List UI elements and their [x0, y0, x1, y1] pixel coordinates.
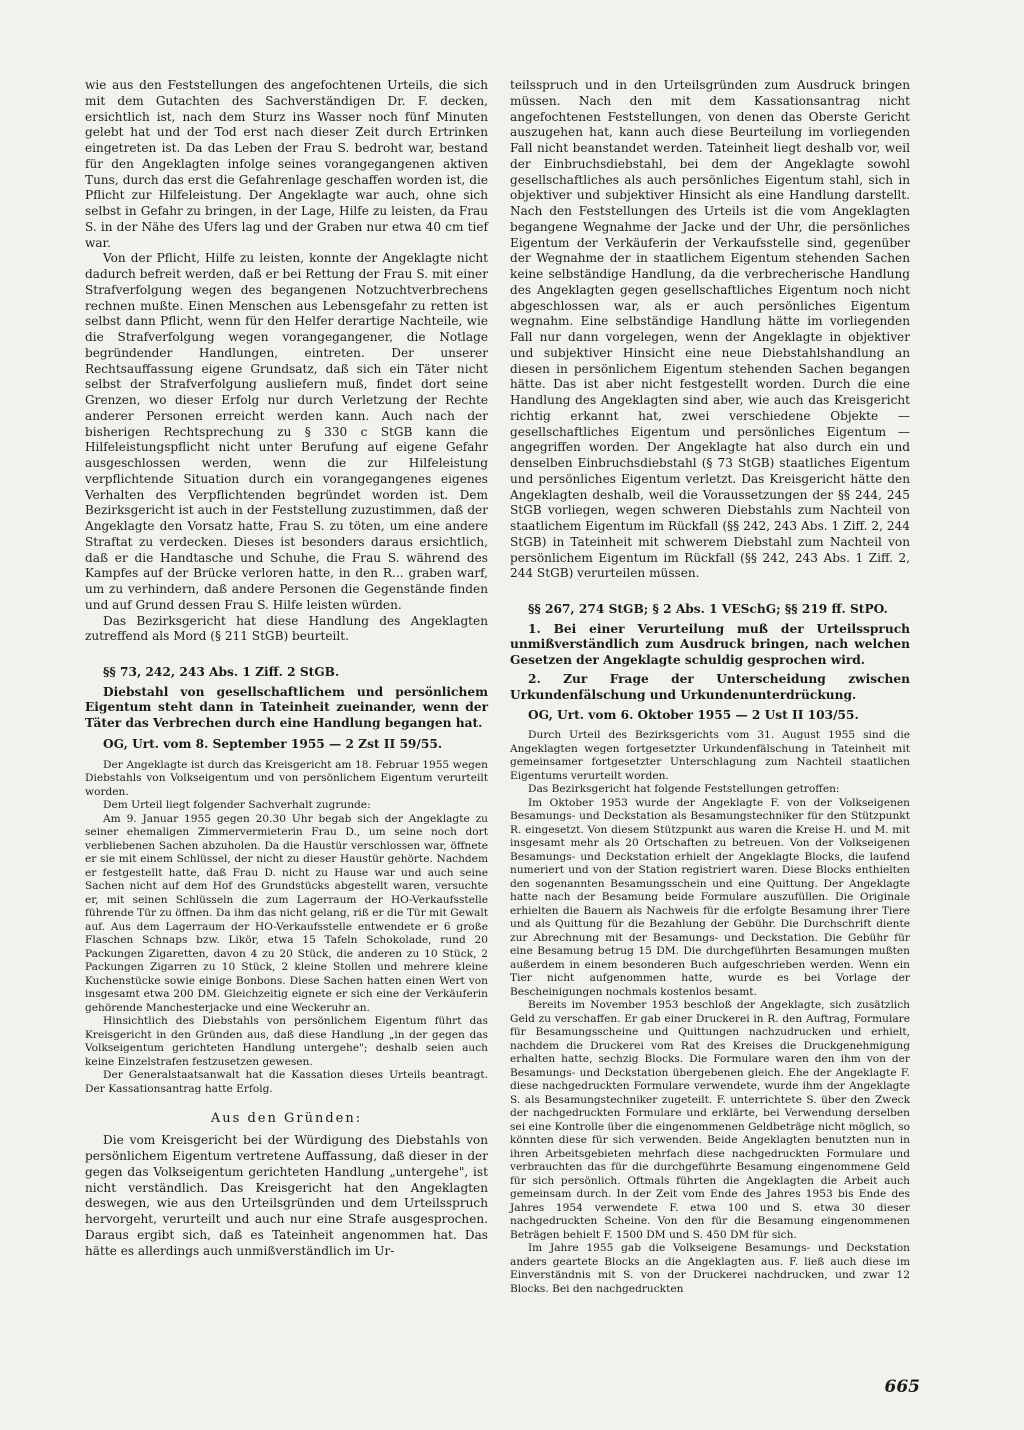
page-number: 665 — [884, 1377, 920, 1397]
case-law-reference: §§ 73, 242, 243 Abs. 1 Ziff. 2 StGB. — [103, 665, 340, 679]
paragraph: teilsspruch und in den Urteilsgründen zum Ausdruck bringen müssen. Nach den mit dem Kassationsantrag nicht angefochtenen Feststellungen, von denen das Oberste Gericht auszugehen hat, kann auch diese Beurteilung im vorliegenden Fall nicht beanstandet werden. Tateinheit liegt deshalb vor, weil der Einbruchsdiebstahl, bei dem der Angeklagte sowohl gesellschaftliches als auch persönliches Eigentum stahl, sich in objektiver und subjektiver Hinsicht als eine Handlung darstellt. Nach den Feststellungen des Urteils ist die vom Angeklagten begangene Wegnahme der Jacke und der Uhr, die persönliches Eigentum der Verkäuferin der Verkaufsstelle sind, gegenüber der Wegnahme der in staatlichem Eigentum stehenden Sachen keine selbständige Handlung, da die verbrecherische Handlung des Angeklagten gegen gesellschaftliches Eigentum noch nicht abgeschlossen war, als er auch persönliches Eigentum wegnahm. Eine selbständige Handlung hätte im vorliegenden Fall nur dann vorgelegen, wenn der Angeklagte in objektiver und subjektiver Hinsicht eine neue Diebstahlshandlung an diesen in persönlichem Eigentum stehenden Sachen begangen hätte. Das ist aber nicht festgestellt worden. Durch die eine Handlung des Angeklagten sind aber, wie auch das Kreisgericht richtig erkannt hat, zwei verschiedene Objekte — gesellschaftliches Eigentum und persönliches Eigentum — angegriffen worden. Der Angeklagte hat also durch ein und denselben Einbruchsdiebstahl (§ 73 StGB) staatliches Eigentum und persönliches Eigentum verletzt. Das Kreisgericht hätte den Angeklagten deshalb, weil die Voraussetzungen der §§ 244, 245 StGB vorliegen, wegen schweren Diebstahls zum Nachteil von staatlichem Eigentum im Rückfall (§§ 242, 243 Abs. 1 Ziff. 2, 244 StGB) in Tateinheit mit schwerem Diebstahl zum Nachteil von persönlichem Eigentum im Rückfall (§§ 242, 243 Abs. 1 Ziff. 2, 244 StGB) verurteilen müssen. — [510, 78, 910, 581]
paragraph: Die vom Kreisgericht bei der Würdigung des Diebstahls von persönlichem Eigentum vertretene Auffassung, daß dieser in der gegen das Volkseigentum gerichteten Handlung „untergehe", ist nicht verständlich. Das Kreisgericht hat den Angeklagten deswegen, wie aus den Urteilsgründen und dem Urteilsspruch hervorgeht, verurteilt und auch nur eine Strafe ausgesprochen. Daraus ergibt sich, daß es Tateinheit angenommen hat. Das hätte es allerdings auch unmißverständlich im Ur- — [85, 1133, 488, 1258]
headnote: 1. Bei einer Verurteilung muß der Urteilsspruch unmißverständlich zum Ausdruck bringen, nach welchen Gesetzen der Angeklagte schuldig gesprochen wird. — [510, 621, 910, 667]
facts-paragraph: Durch Urteil des Bezirksgerichts vom 31. August 1955 sind die Angeklagten wegen fortgesetzter Urkundenfälschung in Tateinheit mit gemeinsamer fortgesetzter Unterschlagung zum Nachteil staatlichen Eigentums verurteilt worden. — [510, 729, 910, 782]
facts-paragraph: Hinsichtlich des Diebstahls von persönlichem Eigentum führt das Kreisgericht in den Gründen aus, daß diese Handlung „in der gegen das Volkseigentum gerichteten Handlung untergehe"; deshalb seien auch keine Einzelstrafen festzusetzen gewesen. — [85, 1015, 488, 1068]
headnote: 2. Zur Frage der Unterscheidung zwischen Urkundenfälschung und Urkundenunterdrückung. — [510, 672, 910, 702]
paragraph: Von der Pflicht, Hilfe zu leisten, konnte der Angeklagte nicht dadurch befreit werden, daß er bei Rettung der Frau S. mit einer Strafverfolgung wegen des begangenen Notzuchtverbrechens rechnen mußte. Einen Menschen aus Lebensgefahr zu retten ist selbst dann Pflicht, wenn für den Helfer derartige Nachteile, wie die Strafverfolgung wegen vorangegangener, die Notlage begründender Handlungen, eintreten. Der unserer Rechtsauffassung eigene Grundsatz, daß sich ein Täter nicht selbst der Strafverfolgung ausliefern muß, findet dort seine Grenzen, wo dieser Erfolg nur durch Verletzung der Rechte anderer Personen erreicht werden kann. Auch nach der bisherigen Rechtsprechung zu § 330 c StGB kann die Hilfeleistungspflicht nicht unter Berufung auf eigene Gefahr ausgeschlossen werden, wenn die zur Hilfeleistung verpflichtende Situation durch ein vorangegangenes eigenes Verhalten des Verpflichtenden begründet worden ist. Dem Bezirksgericht ist auch in der Feststellung zuzustimmen, daß der Angeklagte den Vorsatz hatte, Frau S. zu töten, um eine andere Straftat zu verdecken. Dieses ist besonders daraus ersichtlich, daß er die Handtasche und Schuhe, die Frau S. während des Kampfes auf der Brücke verloren hatte, in den R... graben warf, um zu verhindern, daß andere Personen die Gegenstände finden und auf Grund dessen Frau S. Hilfe leisten würden. — [85, 251, 488, 612]
facts-paragraph: Im Oktober 1953 wurde der Angeklagte F. von der Volkseigenen Besamungs- und Deckstation als Besamungstechniker für den Stützpunkt R. eingesetzt. Von diesem Stützpunkt aus waren die Kreise H. und M. mit insgesamt mehr als 20 Ortschaften zu betreuen. Von der Volkseigenen Besamungs- und Deckstation erhielt der Angeklagte Blocks, die laufend numeriert und von der Station registriert waren. Diese Blocks enthielten den sogenannten Besamungsschein und eine Quittung. Der Angeklagte hatte nach der Besamung beide Formulare auszufüllen. Die Originale erhielten die Bauern als Nachweis für die erfolgte Besamung ihrer Tiere und als Quittung für die Bezahlung der Gebühr. Die Durchschrift diente zur Abrechnung mit der Besamungs- und Deckstation. Die Gebühr für eine Besamung betrug 15 DM. Die durchgeführten Besamungen mußten außerdem in einem besonderen Buch aufgeschrieben werden. Wenn ein Tier nicht aufgenommen hatte, wurde es bei Vorlage der Bescheinigungen nochmals kostenlos besamt. — [510, 796, 910, 998]
case-law-reference: §§ 267, 274 StGB; § 2 Abs. 1 VESchG; §§ 219 ff. StPO. — [528, 602, 888, 616]
facts-paragraph: Dem Urteil liegt folgender Sachverhalt zugrunde: — [103, 799, 371, 812]
facts-paragraph: Im Jahre 1955 gab die Volkseigene Besamungs- und Deckstation anders geartete Blocks an die Angeklagten aus. F. ließ auch diese im Einverständnis mit S. von der Druckerei nachdrucken, und zwar 12 Blocks. Bei den nachgedruckten — [510, 1242, 910, 1295]
section-heading: Aus den Gründen: — [210, 1111, 363, 1127]
headnote: Diebstahl von gesellschaftlichem und persönlichem Eigentum steht dann in Tateinheit zueinander, wenn der Täter das Verbrechen durch eine Handlung begangen hat. — [85, 684, 488, 730]
right-column — [510, 78, 910, 1296]
court-decision-citation: OG, Urt. vom 8. September 1955 — 2 Zst II 59/55. — [103, 737, 443, 752]
paragraph: Das Bezirksgericht hat diese Handlung des Angeklagten zutreffend als Mord (§ 211 StGB) beurteilt. — [85, 613, 488, 644]
facts-paragraph: Am 9. Januar 1955 gegen 20.30 Uhr begab sich der Angeklagte zu seiner ehemaligen Zimmervermieterin Frau D., um seine noch dort verbliebenen Sachen abzuholen. Da die Haustür verschlossen war, öffnete er sie mit einem Schlüssel, der nicht zu dieser Haustür gehörte. Nachdem er festgestellt hatte, daß Frau D. nicht zu Hause war und auch seine Sachen nicht auf dem Hof des Grundstücks abgestellt waren, versuchte er, mit seinen Schlüsseln die zum Lagerraum der HO-Verkaufsstelle führende Tür zu öffnen. Da ihm das nicht gelang, riß er die Tür mit Gewalt auf. Aus dem Lagerraum der HO-Verkaufsstelle entwendete er 6 große Flaschen Schnaps bzw. Likör, etwa 15 Tafeln Schokolade, rund 20 Packungen Zigaretten, davon 4 zu 20 Stück, die anderen zu 10 Stück, 2 Packungen Zigarren zu 10 Stück, 2 kleine Stollen und mehrere kleine Kuchenstücke sowie einige Bonbons. Diese Sachen hatten einen Wert von insgesamt etwa 200 DM. Gleichzeitig eignete er sich eine der Verkäuferin gehörende Manchesterjacke und eine Weckeruhr an. — [85, 812, 488, 1014]
paragraph: wie aus den Feststellungen des angefochtenen Urteils, die sich mit dem Gutachten des Sachverständigen Dr. F. decken, ersichtlich ist, nach dem Sturz ins Wasser noch fünf Minuten gelebt hat und der Tod erst nach dieser Zeit durch Ertrinken eingetreten ist. Da das Leben der Frau S. bedroht war, bestand für den Angeklagten infolge seines vorangegangenen aktiven Tuns, durch das erst die Gefahrenlage geschaffen worden ist, die Pflicht zur Hilfeleistung. Der Angeklagte war auch, ohne sich selbst in Gefahr zu bringen, in der Lage, Hilfe zu leisten, da Frau S. in der Nähe des Ufers lag und der Graben nur etwa 40 cm tief war. — [85, 78, 488, 250]
left-column — [85, 78, 488, 1259]
facts-paragraph: Bereits im November 1953 beschloß der Angeklagte, sich zusätzlich Geld zu verschaffen. Er gab einer Druckerei in R. den Auftrag, Formulare für Besamungsscheine und Quittungen nachzudrucken und erhielt, nachdem die Druckerei vom Rat des Kreises die Druckgenehmigung erhalten hatte, sechzig Blocks. Die Formulare waren den ihm von der Besamungs- und Deckstation übergebenen gleich. Ehe der Angeklagte F. diese nachgedruckten Formulare verwendete, wurde ihm der Angeklagte S. als Besamungstechniker zugeteilt. F. unterrichtete S. über den Zweck der nachgedruckten Formulare und erklärte, bei Verwendung derselben sei eine Kontrolle über die eingenommenen Geldbeträge nicht möglich, so könnten diese für sich verwenden. Beide Angeklagten benutzten nun in ihren Arbeitsgebieten mehrfach diese nachgedruckten Formulare und verbrauchten das für die durchgeführte Besamung eingenommene Geld für sich persönlich. Oftmals führten die Angeklagten die Arbeit auch gemeinsam durch. In der Zeit vom Ende des Jahres 1953 bis Ende des Jahres 1954 verwendete F. etwa 100 und S. etwa 30 dieser nachgedruckten Scheine. Von den für die Besamung eingenommenen Beträgen behielt F. 1500 DM und S. 450 DM für sich. — [510, 999, 910, 1241]
facts-paragraph: Der Generalstaatsanwalt hat die Kassation dieses Urteils beantragt. Der Kassationsantrag hatte Erfolg. — [85, 1069, 488, 1095]
court-decision-citation: OG, Urt. vom 6. Oktober 1955 — 2 Ust II 103/55. — [528, 707, 859, 722]
facts-paragraph: Das Bezirksgericht hat folgende Feststellungen getroffen: — [528, 783, 840, 796]
facts-paragraph: Der Angeklagte ist durch das Kreisgericht am 18. Februar 1955 wegen Diebstahls von Volkseigentum und von persönlichem Eigentum verurteilt worden. — [85, 758, 488, 798]
